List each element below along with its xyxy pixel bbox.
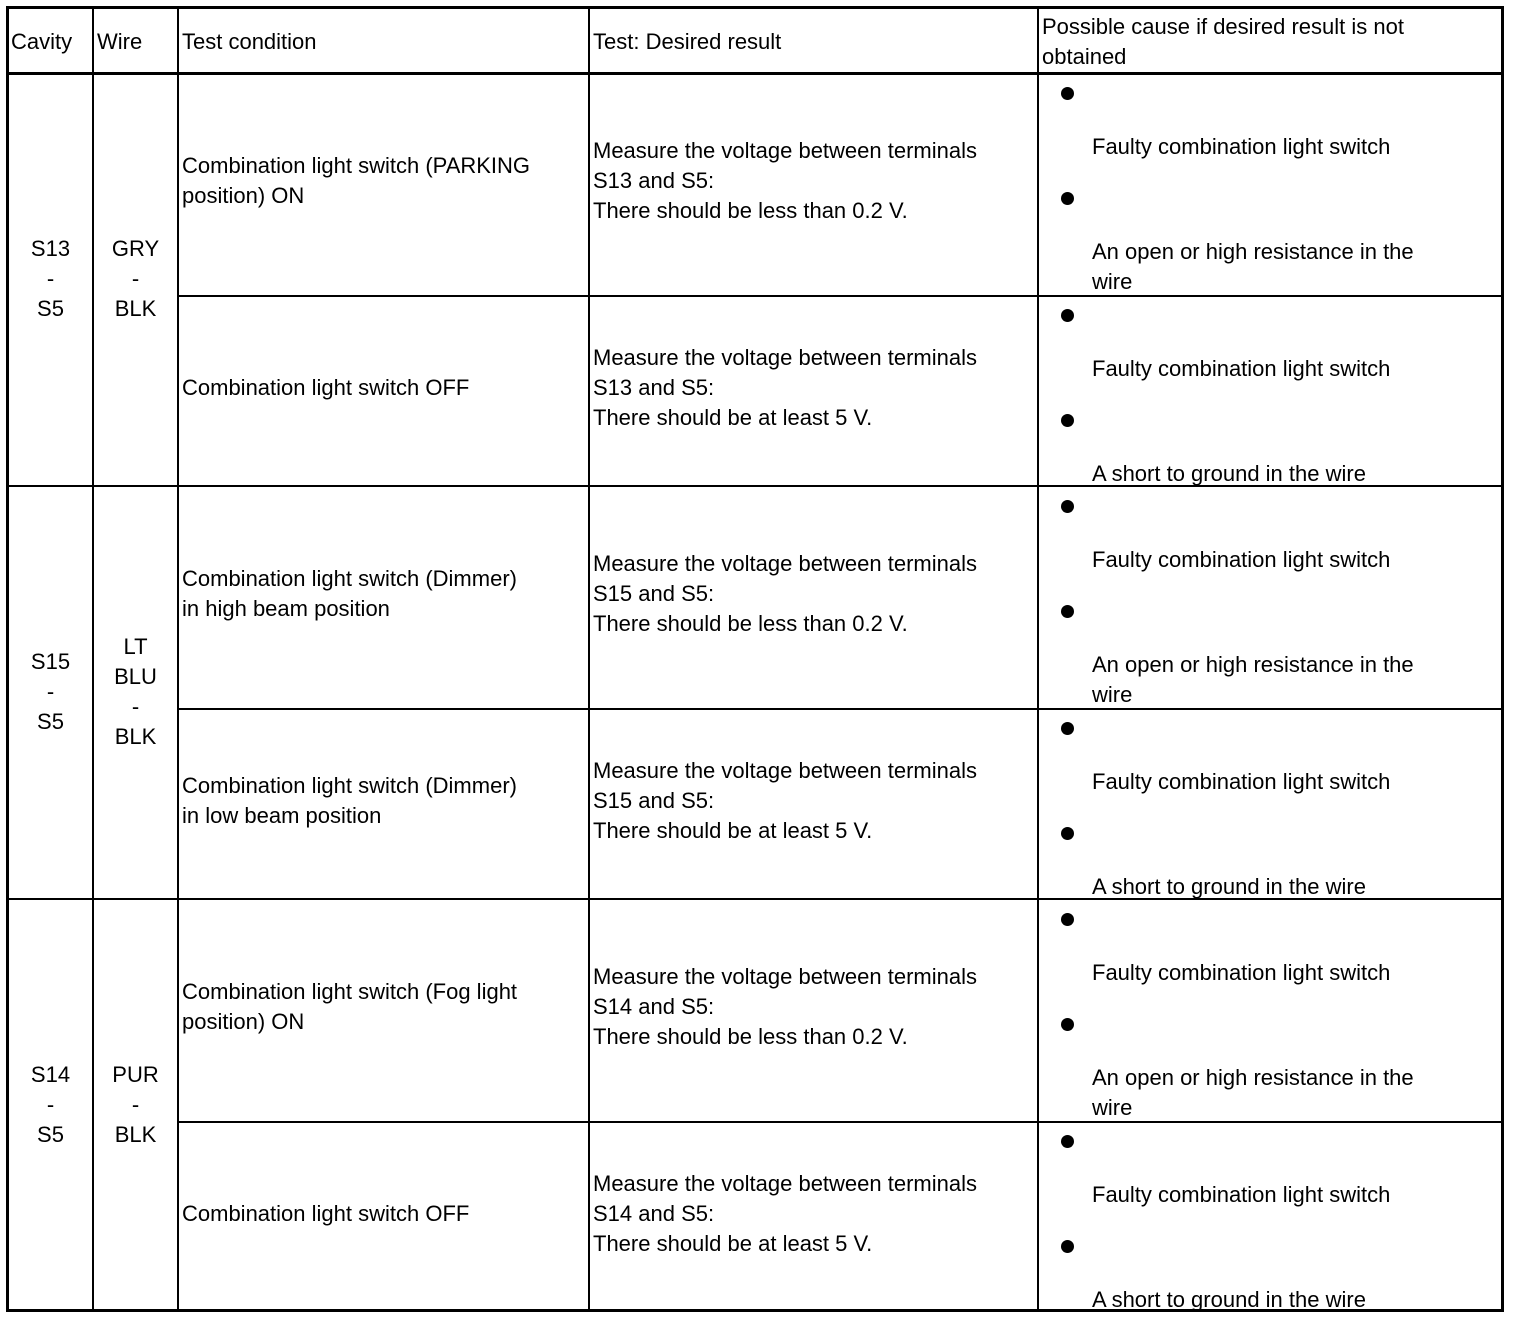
bullet-icon	[1061, 1240, 1074, 1253]
test-condition-text: in low beam position	[182, 803, 382, 828]
bullet-icon	[1061, 500, 1074, 513]
wire-color-text: PUR	[112, 1061, 159, 1087]
desired-result-text: Measure the voltage between terminals	[593, 963, 977, 989]
header-desired-result: Test: Desired result	[593, 29, 782, 54]
wire-color-text: BLU	[114, 663, 157, 689]
possible-cause-text: Faulty combination light switch	[1092, 356, 1391, 381]
column-divider	[177, 9, 179, 1309]
header-test-condition: Test condition	[182, 29, 317, 54]
wire-color-text: -	[131, 693, 140, 719]
wire-color-text: -	[131, 1091, 140, 1117]
cavity-text: S15	[30, 648, 71, 674]
column-divider	[588, 9, 590, 1309]
desired-result-text: Measure the voltage between terminals	[593, 137, 977, 163]
possible-cause-text: An open or high resistance in the	[1092, 239, 1414, 264]
desired-result-text: S14 and S5:	[593, 993, 715, 1019]
possible-cause-text: A short to ground in the wire	[1092, 1287, 1366, 1312]
possible-cause-text: wire	[1092, 682, 1133, 707]
wire-color-text: BLK	[114, 723, 157, 749]
wire-color-text: BLK	[114, 1121, 157, 1147]
test-condition-text: Combination light switch (Dimmer)	[182, 773, 517, 798]
cavity-text: S5	[37, 1121, 64, 1147]
desired-result-text: S15 and S5:	[593, 788, 715, 813]
desired-result-text: S13 and S5:	[593, 375, 715, 400]
column-divider	[1037, 9, 1039, 1309]
desired-result-text: There should be less than 0.2 V.	[593, 610, 908, 636]
header-possible-cause-line2: obtained	[1042, 44, 1127, 69]
desired-result-text: Measure the voltage between terminals	[593, 345, 977, 370]
possible-cause-text: Faulty combination light switch	[1092, 1182, 1391, 1207]
header-possible-cause-line1: Possible cause if desired result is not	[1042, 14, 1404, 39]
desired-result-text: Measure the voltage between terminals	[593, 758, 977, 783]
diagnostic-table	[6, 6, 1504, 1312]
cavity-text: S5	[37, 708, 64, 734]
row-divider	[178, 295, 1501, 297]
cavity-text: S14	[30, 1061, 71, 1087]
wire-color-text: BLK	[114, 295, 157, 321]
bullet-icon	[1061, 1018, 1074, 1031]
cavity-text: -	[46, 1091, 55, 1117]
cavity-text: -	[46, 678, 55, 704]
test-condition-text: in high beam position	[182, 595, 390, 621]
test-condition-text: position) ON	[182, 182, 305, 208]
cavity-text: -	[46, 265, 55, 291]
row-divider	[178, 1121, 1501, 1123]
test-condition-text: Combination light switch (Dimmer)	[182, 565, 517, 591]
bullet-icon	[1061, 722, 1074, 735]
test-condition-text: Combination light switch OFF	[182, 1201, 470, 1226]
wire-color-text: GRY	[111, 235, 160, 261]
desired-result-text: There should be at least 5 V.	[593, 818, 873, 843]
bullet-icon	[1061, 414, 1074, 427]
bullet-icon	[1061, 913, 1074, 926]
desired-result-text: There should be less than 0.2 V.	[593, 1023, 908, 1049]
bullet-icon	[1061, 605, 1074, 618]
bullet-icon	[1061, 309, 1074, 322]
header-wire: Wire	[97, 29, 143, 54]
bullet-icon	[1061, 87, 1074, 100]
possible-cause-text: An open or high resistance in the	[1092, 1065, 1414, 1090]
possible-cause-text: wire	[1092, 1095, 1133, 1120]
possible-cause-text: An open or high resistance in the	[1092, 652, 1414, 677]
test-condition-text: Combination light switch (Fog light	[182, 978, 518, 1004]
bullet-icon	[1061, 192, 1074, 205]
bullet-icon	[1061, 1135, 1074, 1148]
possible-cause-text: wire	[1092, 269, 1133, 294]
cavity-text: S13	[30, 235, 71, 261]
header-divider	[9, 72, 1501, 75]
header-cavity: Cavity	[11, 29, 73, 54]
desired-result-text: S15 and S5:	[593, 580, 715, 606]
possible-cause-text: A short to ground in the wire	[1092, 874, 1366, 899]
desired-result-text: Measure the voltage between terminals	[593, 1171, 977, 1196]
possible-cause-text: Faulty combination light switch	[1092, 547, 1391, 572]
possible-cause-text: A short to ground in the wire	[1092, 461, 1366, 486]
row-divider	[178, 708, 1501, 710]
wire-color-text: -	[131, 265, 140, 291]
desired-result-text: S14 and S5:	[593, 1201, 715, 1226]
desired-result-text: There should be at least 5 V.	[593, 405, 873, 430]
cavity-text: S5	[37, 295, 64, 321]
desired-result-text: Measure the voltage between terminals	[593, 550, 977, 576]
test-condition-text: position) ON	[182, 1008, 305, 1034]
possible-cause-text: Faulty combination light switch	[1092, 134, 1391, 159]
test-condition-text: Combination light switch OFF	[182, 375, 470, 400]
bullet-icon	[1061, 827, 1074, 840]
test-condition-text: Combination light switch (PARKING	[182, 152, 531, 178]
possible-cause-text: Faulty combination light switch	[1092, 769, 1391, 794]
desired-result-text: There should be at least 5 V.	[593, 1231, 873, 1256]
desired-result-text: There should be less than 0.2 V.	[593, 197, 908, 223]
wire-color-text: LT	[123, 633, 148, 659]
desired-result-text: S13 and S5:	[593, 167, 715, 193]
possible-cause-text: Faulty combination light switch	[1092, 960, 1391, 985]
